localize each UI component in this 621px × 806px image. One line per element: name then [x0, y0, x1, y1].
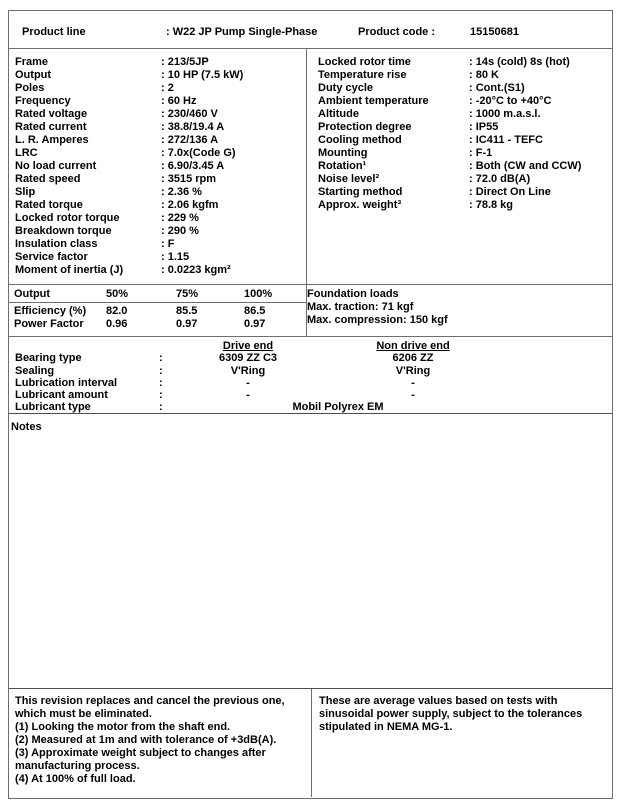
performance-header-cell: 100% — [244, 288, 273, 300]
bearings-drive-value: - — [246, 376, 250, 389]
spec-row — [307, 108, 612, 121]
footer-section — [9, 689, 612, 797]
spec-row — [307, 173, 612, 186]
product-line-label: Product line — [22, 26, 86, 38]
bearings-header-spacer — [9, 340, 159, 352]
spec-value: : 1000 m.a.s.l. — [469, 108, 541, 120]
spec-value: : 290 % — [161, 225, 199, 237]
performance-header-row — [9, 285, 306, 303]
performance-header-cell: Output — [14, 288, 51, 300]
spec-value: : 60 Hz — [161, 95, 197, 107]
foundation-row — [307, 314, 612, 327]
spec-row — [9, 95, 306, 108]
spec-value: : 0.0223 kgm² — [161, 264, 231, 276]
spec-label: Protection degree — [318, 121, 412, 133]
spec-row — [9, 225, 306, 238]
spec-row — [307, 82, 612, 95]
spec-row — [307, 95, 612, 108]
bearings-drive-value: - — [246, 389, 250, 402]
bearings-nondrive-value: - — [411, 376, 415, 389]
bearings-nondrive-value: - — [411, 389, 415, 402]
spec-value: : 80 K — [469, 69, 499, 81]
spec-row — [9, 186, 306, 199]
spec-label: Rated torque — [15, 199, 83, 211]
footer-note-line: (3) Approximate weight subject to changes after manufacturing process. — [15, 747, 266, 772]
spec-label: Locked rotor time — [318, 56, 411, 68]
spec-row — [9, 251, 306, 264]
spec-label: Altitude — [318, 108, 359, 120]
bearings-colon: : — [159, 376, 163, 389]
spec-row — [9, 199, 306, 212]
performance-table — [9, 285, 307, 336]
foundation-label: Max. traction — [307, 301, 375, 313]
spec-value: : 78.8 kg — [469, 199, 514, 211]
spec-row — [9, 82, 306, 95]
spec-label: Service factor — [15, 251, 88, 263]
performance-section — [9, 284, 612, 336]
spec-label: Rated voltage — [15, 108, 88, 120]
spec-row — [9, 134, 306, 147]
spec-value: : IP55 — [469, 121, 499, 133]
spec-label: Slip — [15, 186, 36, 198]
bearings-drive-value: 6309 ZZ C3 — [218, 352, 278, 365]
performance-cell: 0.97 — [244, 318, 266, 330]
spec-row — [307, 134, 612, 147]
drive-end-header: Drive end — [222, 340, 274, 352]
spec-value: : 272/136 A — [161, 134, 219, 146]
spec-row — [307, 56, 612, 69]
spec-row — [307, 147, 612, 160]
spec-value: : IC411 - TEFC — [469, 134, 543, 146]
foundation-value: : 150 kgf — [402, 314, 448, 326]
spec-label: Noise level² — [318, 173, 380, 185]
bearings-row — [9, 377, 612, 389]
spec-label: Cooling method — [318, 134, 402, 146]
bearings-colon: : — [159, 401, 163, 414]
foundation-loads — [307, 285, 612, 336]
spec-value: : F — [161, 238, 175, 250]
performance-row — [9, 318, 306, 331]
spec-label: Insulation class — [15, 238, 98, 250]
spec-label: Output — [15, 69, 52, 81]
spec-label: Temperature rise — [318, 69, 407, 81]
datasheet — [8, 10, 613, 799]
spec-row — [307, 121, 612, 134]
spec-row — [9, 108, 306, 121]
tolerance-text: These are average values based on tests with sinusoidal power supply, subject to the tolerances stipulated in NEMA MG-1. — [319, 695, 583, 733]
footer-note-line: (2) Measured at 1m and with tolerance of +3dB(A). — [15, 734, 277, 746]
spec-row — [307, 69, 612, 82]
specs-left-column — [9, 49, 307, 284]
spec-value: : 2.06 kgfm — [161, 199, 219, 211]
spec-value: : 2 — [161, 82, 174, 94]
foundation-loads-title: Foundation loads — [307, 288, 399, 300]
performance-cell: 82.0 — [106, 305, 128, 317]
spec-label: Duty cycle — [318, 82, 374, 94]
performance-cell: Efficiency (%) — [14, 305, 87, 317]
spec-row — [307, 199, 612, 212]
performance-cell: 86.5 — [244, 305, 266, 317]
spec-value: : 1.15 — [161, 251, 190, 263]
footer-note-line: This revision replaces and cancel the previous one, which must be eliminated. — [15, 695, 285, 720]
spec-value: : 213/5JP — [161, 56, 209, 68]
bearings-colon: : — [159, 389, 163, 402]
spec-value: : 38.8/19.4 A — [161, 121, 225, 133]
bearings-header-row — [9, 340, 612, 352]
spec-value: : -20°C to +40°C — [469, 95, 552, 107]
foundation-label: Max. compression — [307, 314, 403, 326]
performance-row — [9, 305, 306, 318]
foundation-rows — [307, 301, 612, 327]
spec-value: : 14s (cold) 8s (hot) — [469, 56, 570, 68]
bearings-row — [9, 365, 612, 377]
spec-row — [307, 160, 612, 173]
bearings-label: Sealing — [15, 364, 55, 377]
performance-cell: 0.96 — [106, 318, 128, 330]
bearings-header-spacer — [159, 340, 173, 352]
spec-row — [9, 212, 306, 225]
footer-tolerance-note — [312, 689, 612, 797]
spec-label: Starting method — [318, 186, 403, 198]
spec-label: Approx. weight³ — [318, 199, 402, 211]
performance-cell: 85.5 — [176, 305, 198, 317]
specs-section — [9, 49, 612, 284]
spec-row — [9, 121, 306, 134]
bearings-section — [9, 336, 612, 413]
spec-label: Frame — [15, 56, 49, 68]
product-line-value: : W22 JP Pump Single-Phase — [166, 26, 318, 38]
footer-note-line: (1) Looking the motor from the shaft end. — [15, 721, 231, 733]
spec-row — [9, 147, 306, 160]
specs-right-column — [307, 49, 612, 284]
performance-header-cell: 50% — [106, 288, 129, 300]
spec-value: : 2.36 % — [161, 186, 202, 198]
spec-row — [9, 69, 306, 82]
performance-cell: 0.97 — [176, 318, 198, 330]
spec-label: Locked rotor torque — [15, 212, 120, 224]
notes-section — [9, 413, 612, 689]
non-drive-end-header: Non drive end — [376, 340, 450, 352]
spec-value: : Direct On Line — [469, 186, 551, 198]
bearings-nondrive-value: V'Ring — [395, 364, 431, 377]
spec-label: Breakdown torque — [15, 225, 112, 237]
spec-label: Moment of inertia (J) — [15, 264, 124, 276]
spec-label: LRC — [15, 147, 38, 159]
spec-value: : Both (CW and CCW) — [469, 160, 582, 172]
spec-label: No load current — [15, 160, 97, 172]
bearings-nondrive-value: 6206 ZZ — [392, 352, 434, 365]
bearings-label: Lubrication interval — [15, 376, 118, 389]
spec-value: : 3515 rpm — [161, 173, 217, 185]
spec-row — [9, 264, 306, 277]
bearings-colon: : — [159, 352, 163, 365]
spec-label: Mounting — [318, 147, 368, 159]
foundation-value: : 71 kgf — [374, 301, 414, 313]
spec-value: : 229 % — [161, 212, 199, 224]
footer-revision-notes — [9, 689, 312, 797]
performance-cell: Power Factor — [14, 318, 84, 330]
spec-label: Ambient temperature — [318, 95, 429, 107]
bearings-colon: : — [159, 364, 163, 377]
bearings-row — [9, 389, 612, 401]
bearings-drive-value: V'Ring — [230, 364, 266, 377]
spec-label: Frequency — [15, 95, 71, 107]
footer-note-line: (4) At 100% of full load. — [15, 773, 136, 785]
lubricant-type-row — [9, 401, 612, 413]
spec-value: : 7.0x(Code G) — [161, 147, 236, 159]
spec-value: : 6.90/3.45 A — [161, 160, 225, 172]
spec-row — [9, 238, 306, 251]
spec-value: : 10 HP (7.5 kW) — [161, 69, 244, 81]
spec-row — [9, 56, 306, 69]
spec-label: L. R. Amperes — [15, 134, 89, 146]
spec-label: Rated current — [15, 121, 87, 133]
spec-row — [9, 173, 306, 186]
bearings-label: Lubricant type — [15, 401, 91, 414]
spec-value: : Cont.(S1) — [469, 82, 525, 94]
spec-row — [9, 160, 306, 173]
bearings-label: Lubricant amount — [15, 389, 108, 402]
spec-value: : F-1 — [469, 147, 493, 159]
lubricant-type-value: Mobil Polyrex EM — [292, 401, 384, 414]
notes-title: Notes — [11, 421, 42, 433]
bearings-label: Bearing type — [15, 352, 82, 365]
spec-row — [307, 186, 612, 199]
spec-label: Rated speed — [15, 173, 81, 185]
spec-label: Poles — [15, 82, 45, 94]
header-row — [9, 11, 612, 49]
bearings-row — [9, 352, 612, 364]
performance-header-cell: 75% — [176, 288, 199, 300]
product-code-label: Product code : — [358, 26, 436, 38]
foundation-row — [307, 301, 612, 314]
spec-value: : 72.0 dB(A) — [469, 173, 531, 185]
product-code-value: 15150681 — [470, 26, 519, 38]
performance-body — [9, 303, 306, 331]
spec-label: Rotation¹ — [318, 160, 367, 172]
spec-value: : 230/460 V — [161, 108, 218, 120]
